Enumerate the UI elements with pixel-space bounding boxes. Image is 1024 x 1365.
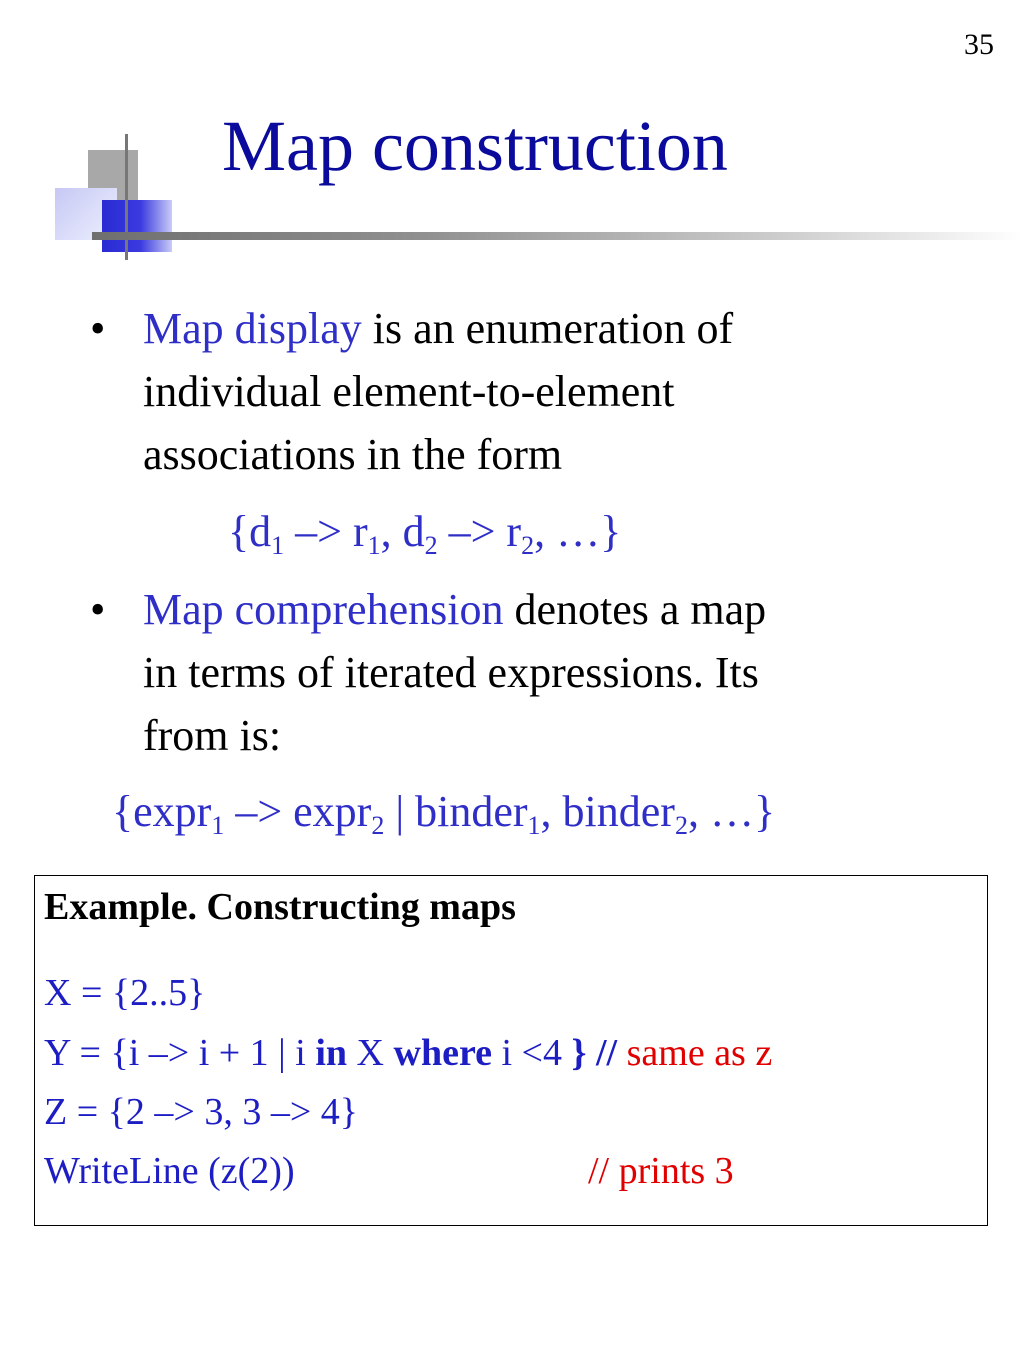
keyword-in: in <box>315 1032 348 1074</box>
bullet-line-3: from is: <box>143 711 282 760</box>
comment-prints-3: // prints 3 <box>588 1150 734 1192</box>
term-map-comprehension: Map comprehension <box>143 585 504 634</box>
map-display-formula: {$d_1 -> r_1$, $d_2 -> r_2$, …} <box>228 507 622 560</box>
code-line-writeline: WriteLine (z(2)) <box>44 1150 295 1192</box>
term-map-display: Map display <box>143 304 362 353</box>
keyword-where: where <box>393 1032 492 1074</box>
page-number: 35 <box>964 28 994 61</box>
bullet-line-1-rest: is an enumeration of <box>361 304 734 353</box>
slide-title: Map construction <box>222 106 728 186</box>
example-title: Example. Constructing maps <box>44 886 516 928</box>
comment-same-as-z: same as z <box>617 1032 773 1074</box>
code-line-x: X = {2..5} <box>44 972 206 1014</box>
code-line-y: Y = {i –> i + 1 | i in X where i <4 } // same as z <box>44 1032 773 1074</box>
bullet-symbol: • <box>90 585 106 634</box>
bullet-map-comprehension <box>90 578 950 767</box>
bullet-line-2: in terms of iterated expressions. Its <box>143 648 759 697</box>
code-line-z: Z = {2 –> 3, 3 –> 4} <box>44 1091 358 1133</box>
bullet-symbol: • <box>90 304 106 353</box>
closing-brace: } <box>571 1032 587 1074</box>
bullet-map-display <box>90 297 950 486</box>
comment-slashes: // <box>586 1032 618 1074</box>
bullet-line-1 <box>143 578 950 641</box>
bullet-line-1 <box>143 297 950 360</box>
decorative-squares-logo <box>55 130 195 262</box>
bullet-line-3: associations in the form <box>143 430 563 479</box>
logo-dark-blue-square <box>102 200 172 252</box>
logo-vertical-line <box>125 134 128 260</box>
title-underline <box>92 232 1024 240</box>
bullet-line-1-rest: denotes a map <box>503 585 767 634</box>
bullet-line-2: individual element-to-element <box>143 367 675 416</box>
map-comprehension-formula: {expr$_1$ –> expr$_2$ | binder$_1$, binder$_2$, …} <box>112 787 776 840</box>
